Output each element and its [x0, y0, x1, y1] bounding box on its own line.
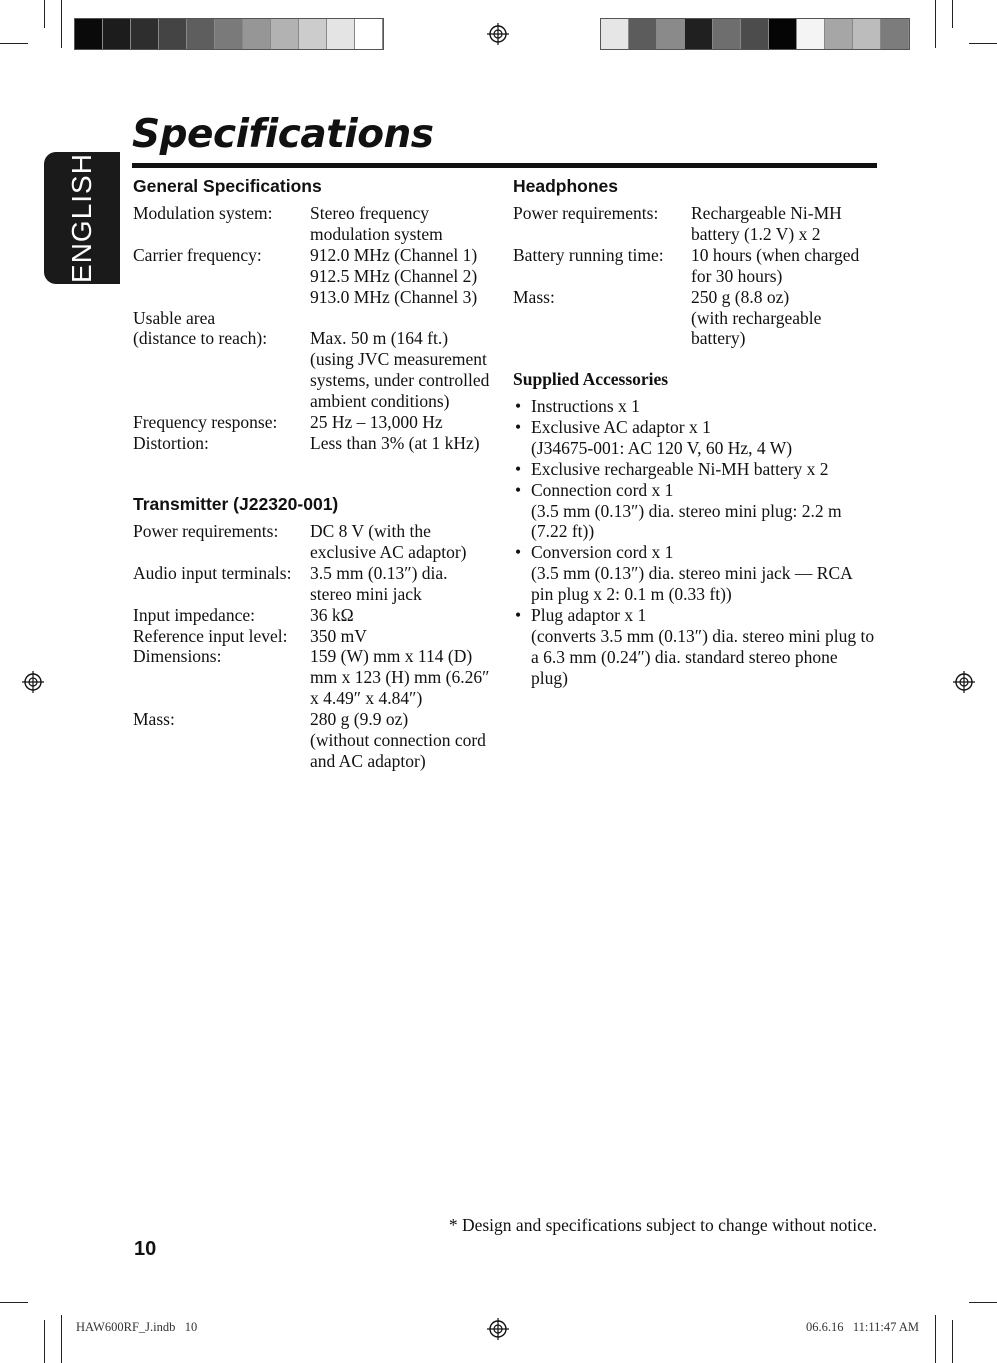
transmitter-table [133, 521, 493, 772]
crop-mark [44, 1320, 45, 1363]
color-swatch [215, 19, 243, 49]
page-title: Specifications [132, 112, 434, 157]
spec-value: Less than 3% (at 1 kHz) [310, 432, 480, 453]
bullet-icon: • [515, 458, 522, 479]
spec-label: Input impedance: [133, 604, 255, 625]
registration-target-icon [22, 671, 44, 693]
list-item [513, 417, 878, 459]
color-swatch [299, 19, 327, 49]
list-item-text: Exclusive AC adaptor x 1 (J34675-001: AC 120 V, 60 Hz, 4 W) [531, 416, 793, 458]
spec-value: 912.0 MHz (Channel 1) 912.5 MHz (Channel 2) 913.0 MHz (Channel 3) [310, 244, 478, 307]
color-swatch [741, 19, 769, 49]
crop-mark [0, 43, 28, 44]
color-swatch [713, 19, 741, 49]
spec-value: 36 kΩ [310, 604, 354, 625]
spec-value: 25 Hz – 13,000 Hz [310, 412, 443, 433]
crop-mark [935, 0, 936, 48]
bullet-icon: • [515, 396, 522, 416]
crop-mark [969, 1302, 997, 1303]
spec-row [133, 626, 493, 647]
spec-value: 3.5 mm (0.13″) dia. stereo mini jack [310, 562, 448, 604]
spec-label: Power requirements: [133, 521, 279, 541]
crop-mark [44, 0, 45, 28]
general-specifications-heading: General Specifications [133, 176, 322, 196]
spec-row [133, 203, 493, 245]
spec-row [133, 245, 493, 308]
registration-target-icon [487, 23, 509, 45]
color-swatch [825, 19, 853, 49]
spec-row [133, 308, 493, 413]
color-bar-left [74, 18, 384, 50]
spec-label: Carrier frequency: [133, 244, 262, 265]
registration-target-icon [953, 671, 975, 693]
list-item [513, 480, 878, 543]
supplied-accessories-heading: Supplied Accessories [513, 369, 669, 389]
spec-label: Mass: [513, 286, 555, 307]
bullet-icon: • [515, 416, 522, 437]
spec-value: 159 (W) mm x 114 (D) mm x 123 (H) mm (6.26″ x 4.49″ x 4.84″) [310, 646, 490, 709]
color-swatch [187, 19, 215, 49]
spec-row [513, 203, 878, 245]
spec-value: 280 g (9.9 oz) (without connection cord and AC adaptor) [310, 709, 486, 771]
slug-timestamp: 06.6.16 11:11:47 AM [806, 1320, 919, 1334]
crop-mark [61, 1315, 62, 1363]
spec-label: Power requirements: [513, 203, 659, 223]
spec-value: DC 8 V (with the exclusive AC adaptor) [310, 521, 467, 562]
list-item-text: Connection cord x 1 (3.5 mm (0.13″) dia. stereo mini plug: 2.2 m (7.22 ft)) [531, 479, 842, 542]
list-item [513, 605, 878, 689]
list-item [513, 542, 878, 605]
spec-value: Rechargeable Ni-MH battery (1.2 V) x 2 [691, 203, 842, 244]
registration-target-icon [487, 1318, 509, 1340]
color-swatch [881, 19, 909, 49]
color-swatch [797, 19, 825, 49]
list-item-text: Conversion cord x 1 (3.5 mm (0.13″) dia. stereo mini jack — RCA pin plug x 2: 0.1 m (0.33 ft)) [531, 542, 852, 605]
transmitter-heading: Transmitter (J22320-001) [133, 494, 339, 514]
language-tab-label-wrap [44, 152, 120, 284]
spec-label: Usable area (distance to reach): [133, 307, 268, 349]
footnote: * Design and specifications subject to change without notice. [448, 1215, 877, 1235]
spec-row [513, 245, 878, 287]
spec-row [133, 433, 493, 454]
crop-mark [0, 1302, 28, 1303]
spec-label: Reference input level: [133, 625, 288, 646]
color-swatch [355, 19, 383, 49]
page-number: 10 [134, 1238, 157, 1260]
language-tab-label: ENGLISH [66, 153, 97, 283]
accessories-list [513, 396, 878, 689]
color-swatch [769, 19, 797, 49]
spec-value: 10 hours (when charged for 30 hours) [691, 244, 860, 286]
color-swatch [131, 19, 159, 49]
color-swatch [685, 19, 713, 49]
list-item-text: Exclusive rechargeable Ni-MH battery x 2 [531, 458, 829, 479]
color-swatch [271, 19, 299, 49]
spec-label: Dimensions: [133, 646, 222, 667]
list-item [513, 459, 878, 480]
spec-row [133, 521, 493, 563]
list-item-text: Instructions x 1 [531, 396, 640, 416]
spec-value: 250 g (8.8 oz) (with rechargeable battery) [691, 286, 822, 349]
headphones-table [513, 203, 878, 349]
spec-row [133, 563, 493, 605]
spec-label: Modulation system: [133, 203, 273, 223]
bullet-icon: • [515, 479, 522, 500]
crop-mark [935, 1315, 936, 1363]
spec-row [513, 287, 878, 350]
color-swatch [657, 19, 685, 49]
headphones-heading: Headphones [513, 176, 619, 196]
spec-row [133, 709, 493, 772]
spec-row [133, 412, 493, 433]
crop-mark [61, 0, 62, 48]
crop-mark [969, 43, 997, 44]
spec-label: Audio input terminals: [133, 562, 292, 583]
color-swatch [159, 19, 187, 49]
spec-row [133, 646, 493, 709]
color-swatch [243, 19, 271, 49]
title-rule [132, 163, 877, 168]
spec-label: Frequency response: [133, 412, 278, 433]
spec-row [133, 605, 493, 626]
bullet-icon: • [515, 542, 522, 563]
color-swatch [75, 19, 103, 49]
spec-label: Distortion: [133, 432, 209, 453]
color-bar-right [600, 18, 910, 50]
color-swatch [103, 19, 131, 49]
general-specifications-table [133, 203, 493, 454]
color-swatch [853, 19, 881, 49]
color-swatch [327, 19, 355, 49]
spec-label: Battery running time: [513, 244, 664, 265]
spec-value: Stereo frequency modulation system [310, 203, 443, 244]
crop-mark [952, 1320, 953, 1363]
list-item [513, 396, 878, 417]
color-swatch [629, 19, 657, 49]
bullet-icon: • [515, 605, 522, 626]
list-item-text: Plug adaptor x 1 (converts 3.5 mm (0.13″) dia. stereo mini plug to a 6.3 mm (0.24″) dia. standard stereo phone plug) [531, 605, 875, 688]
spec-label: Mass: [133, 709, 175, 730]
spec-value: Max. 50 m (164 ft.) (using JVC measurement systems, under controlled ambient conditions) [310, 328, 490, 412]
crop-mark [952, 0, 953, 28]
spec-value: 350 mV [310, 625, 367, 646]
color-swatch [601, 19, 629, 49]
slug-file-name: HAW600RF_J.indb 10 [76, 1320, 198, 1334]
